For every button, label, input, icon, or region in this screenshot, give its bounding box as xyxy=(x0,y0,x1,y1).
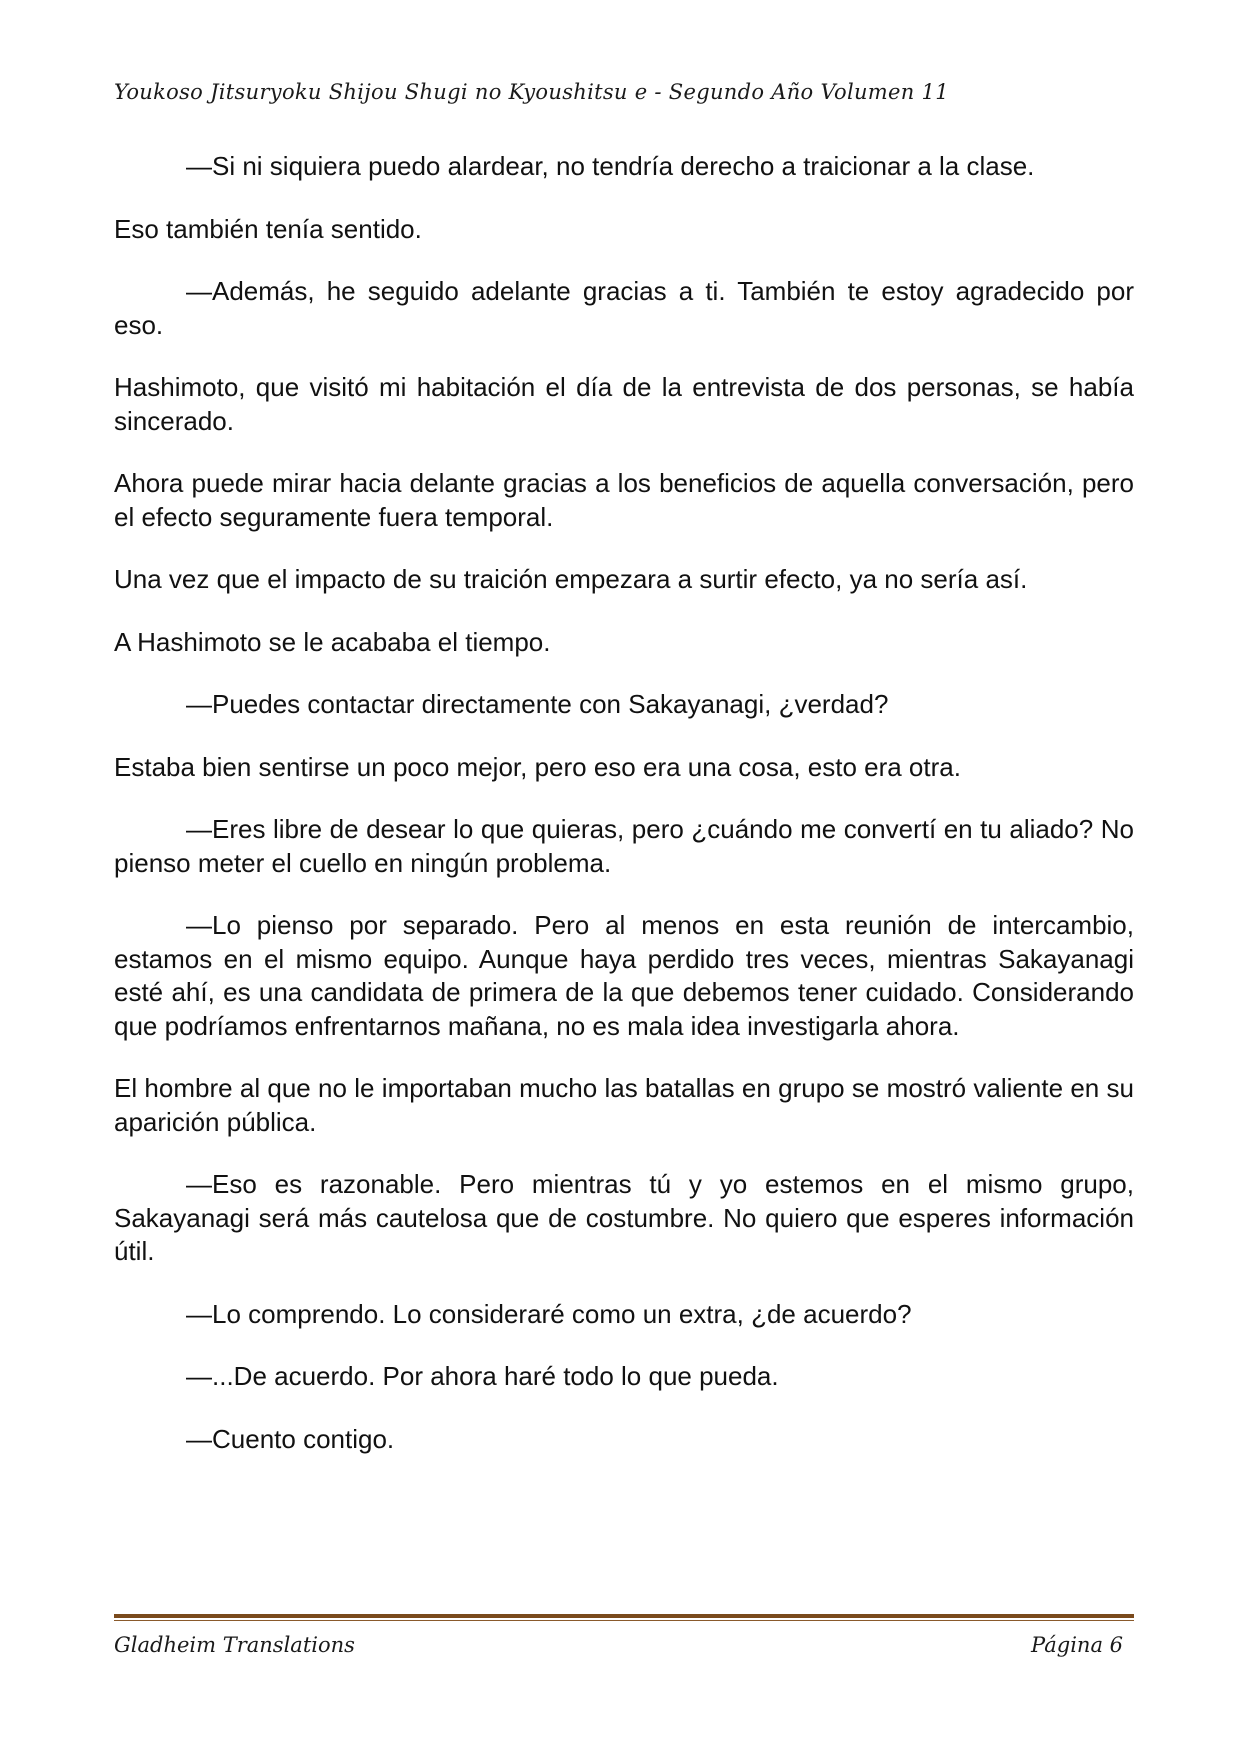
paragraph-1: —Si ni siquiera puedo alardear, no tendría derecho a traicionar a la clase. xyxy=(186,151,1035,181)
paragraph-12: El hombre al que no le importaban mucho las batallas en grupo se mostró valiente en su aparición pública. xyxy=(114,1073,1134,1137)
paragraph-4: Hashimoto, que visitó mi habitación el día de la entrevista de dos personas, se había sincerado. xyxy=(114,372,1134,436)
paragraph-16: —Cuento contigo. xyxy=(186,1423,395,1454)
paragraph-13: —Eso es razonable. Pero mientras tú y yo estemos en el mismo grupo, Sakayanagi será más cautelosa que de costumbre. No quiero que esperes información útil. xyxy=(114,1169,1134,1266)
paragraph-5: Ahora puede mirar hacia delante gracias a los beneficios de aquella conversación, pero el efecto seguramente fuera temporal. xyxy=(114,468,1134,532)
paragraph-7: A Hashimoto se le acababa el tiempo. xyxy=(114,626,551,657)
body-text xyxy=(114,150,1134,1485)
footer-divider-thin xyxy=(114,1620,1134,1621)
paragraph-3: —Además, he seguido adelante gracias a ti. También te estoy agradecido por eso. xyxy=(114,276,1134,340)
paragraph-10: —Eres libre de desear lo que quieras, pero ¿cuándo me convertí en tu aliado? No pienso meter el cuello en ningún problema. xyxy=(114,814,1134,878)
footer-page-number: Página 6 xyxy=(1031,1633,1123,1657)
paragraph-8: —Puedes contactar directamente con Sakayanagi, ¿verdad? xyxy=(186,689,889,719)
page-header-title: Youkoso Jitsuryoku Shijou Shugi no Kyoushitsu e - Segundo Año Volumen 11 xyxy=(114,80,949,104)
paragraph-2: Eso también tenía sentido. xyxy=(114,213,422,244)
paragraph-14: —Lo comprendo. Lo consideraré como un extra, ¿de acuerdo? xyxy=(186,1298,912,1329)
footer-divider xyxy=(114,1614,1134,1621)
paragraph-6: Una vez que el impacto de su traición empezara a surtir efecto, ya no sería así. xyxy=(114,564,1028,594)
paragraph-15: —...De acuerdo. Por ahora haré todo lo que pueda. xyxy=(186,1361,779,1391)
footer-publisher: Gladheim Translations xyxy=(114,1633,355,1657)
paragraph-9: Estaba bien sentirse un poco mejor, pero eso era una cosa, esto era otra. xyxy=(114,751,961,782)
paragraph-11: —Lo pienso por separado. Pero al menos en esta reunión de intercambio, estamos en el mismo equipo. Aunque haya perdido tres veces, mientras Sakayanagi esté ahí, es una candidata de primera de la que debemos tener cuidado. Considerando que podríamos enfrentarnos mañana, no es mala idea investigarla ahora. xyxy=(114,910,1134,1041)
footer-divider-thick xyxy=(114,1614,1134,1618)
